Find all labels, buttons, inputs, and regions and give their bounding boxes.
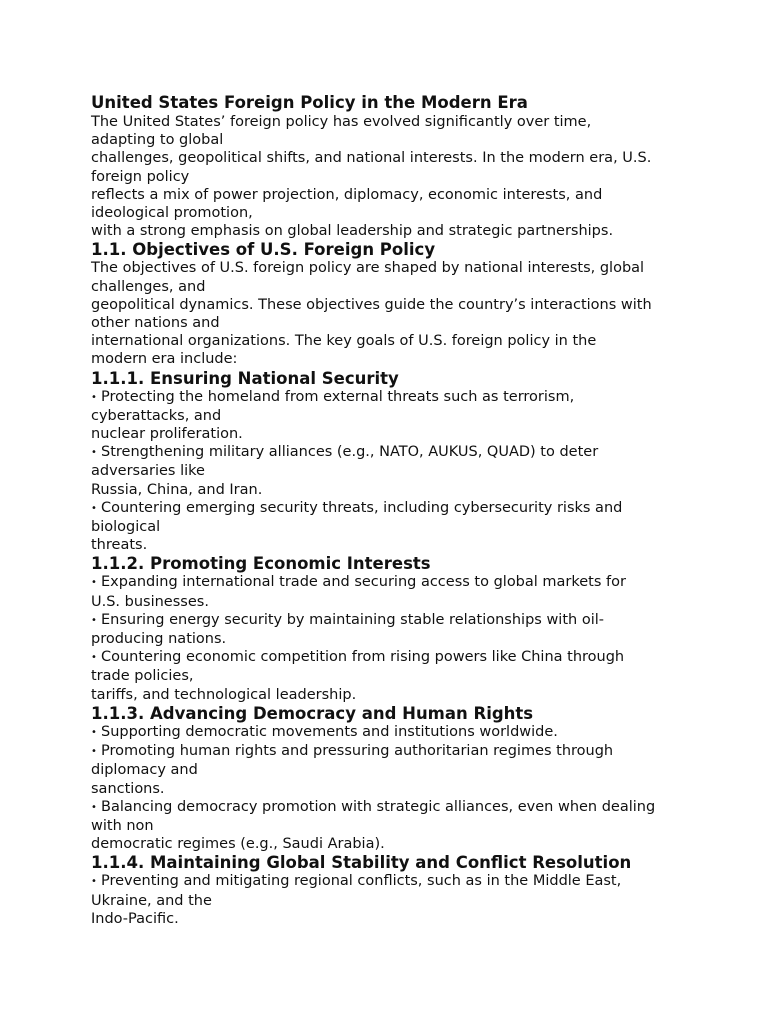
list-item-continuation: U.S. businesses. <box>91 593 209 610</box>
list-item-continuation: tariffs, and technological leadership. <box>91 686 357 703</box>
list-item-text: Protecting the homeland from external threats such as terrorism, <box>101 388 575 405</box>
list-item <box>91 573 691 592</box>
section-heading-1-1-1: 1.1.1. Ensuring National Security <box>91 368 399 388</box>
section-1-1-3-list <box>91 723 691 853</box>
body-line: challenges, and <box>91 278 206 295</box>
list-item-text: Promoting human rights and pressuring authoritarian regimes through <box>101 743 614 760</box>
list-item-continuation: Indo-Pacific. <box>91 910 179 927</box>
list-item-continuation: adversaries like <box>91 463 205 480</box>
intro-line: challenges, geopolitical shifts, and national interests. In the modern era, U.S. <box>91 150 652 167</box>
section-1-1-body <box>91 259 691 368</box>
intro-line: with a strong emphasis on global leadership and strategic partnerships. <box>91 223 614 240</box>
intro-line: ideological promotion, <box>91 205 253 222</box>
section-heading-1-1-3: 1.1.3. Advancing Democracy and Human Rights <box>91 703 534 723</box>
list-item-text: Ensuring energy security by maintaining stable relationships with oil- <box>101 611 604 628</box>
bullet-icon: • <box>91 391 97 403</box>
intro-line: The United States’ foreign policy has evolved significantly over time, <box>91 114 592 130</box>
bullet-icon: • <box>91 447 97 459</box>
body-line: other nations and <box>91 315 220 332</box>
list-item-text: Countering economic competition from rising powers like China through <box>101 649 625 666</box>
list-item <box>91 443 691 462</box>
list-item-continuation: threats. <box>91 537 148 554</box>
intro-line: adapting to global <box>91 132 224 149</box>
list-item-text: Strengthening military alliances (e.g., NATO, AUKUS, QUAD) to deter <box>101 444 599 461</box>
list-item-continuation: nuclear proliferation. <box>91 426 243 443</box>
body-line: international organizations. The key goals of U.S. foreign policy in the <box>91 333 597 350</box>
section-heading-1-1-4: 1.1.4. Maintaining Global Stability and Conflict Resolution <box>91 853 632 873</box>
document-title: United States Foreign Policy in the Modern Era <box>91 93 528 112</box>
section-heading-1-1-2: 1.1.2. Promoting Economic Interests <box>91 554 431 574</box>
list-item-continuation: diplomacy and <box>91 762 198 779</box>
intro-line: reflects a mix of power projection, diplomacy, economic interests, and <box>91 186 603 203</box>
list-item-text: Supporting democratic movements and institutions worldwide. <box>101 723 558 740</box>
bullet-icon: • <box>91 801 97 813</box>
list-item <box>91 798 691 817</box>
list-item-continuation: biological <box>91 519 161 536</box>
body-line: geopolitical dynamics. These objectives guide the country’s interactions with <box>91 296 652 313</box>
list-item-continuation: trade policies, <box>91 668 194 685</box>
list-item-continuation: Russia, China, and Iran. <box>91 481 263 498</box>
list-item <box>91 872 691 891</box>
list-item-continuation: cyberattacks, and <box>91 407 222 424</box>
list-item-text: Balancing democracy promotion with strategic alliances, even when dealing <box>101 798 656 815</box>
body-line: modern era include: <box>91 351 238 368</box>
intro-paragraph <box>91 113 691 240</box>
bullet-icon: • <box>91 614 97 626</box>
document-content <box>91 93 691 928</box>
list-item-text: Expanding international trade and securing access to global markets for <box>101 574 626 591</box>
list-item-text: Preventing and mitigating regional conflicts, such as in the Middle East, <box>101 873 622 890</box>
list-item <box>91 611 691 630</box>
list-item <box>91 648 691 667</box>
section-heading-1-1: 1.1. Objectives of U.S. Foreign Policy <box>91 240 436 260</box>
list-item <box>91 742 691 761</box>
section-1-1-2-list <box>91 573 691 703</box>
list-item-continuation: Ukraine, and the <box>91 892 212 909</box>
list-item-continuation: with non <box>91 817 154 834</box>
section-1-1-4-list <box>91 872 691 928</box>
bullet-icon: • <box>91 876 97 888</box>
list-item <box>91 723 691 742</box>
bullet-icon: • <box>91 502 97 514</box>
section-1-1-1-list <box>91 388 691 555</box>
body-line: The objectives of U.S. foreign policy are shaped by national interests, global <box>91 260 645 277</box>
bullet-icon: • <box>91 746 97 758</box>
bullet-icon: • <box>91 726 97 738</box>
list-item <box>91 499 691 518</box>
list-item-continuation: producing nations. <box>91 631 227 648</box>
bullet-icon: • <box>91 577 97 589</box>
list-item-continuation: sanctions. <box>91 780 165 797</box>
bullet-icon: • <box>91 652 97 664</box>
list-item-continuation: democratic regimes (e.g., Saudi Arabia). <box>91 836 385 853</box>
intro-line: foreign policy <box>91 168 190 185</box>
list-item <box>91 388 691 407</box>
list-item-text: Countering emerging security threats, including cybersecurity risks and <box>101 499 623 516</box>
